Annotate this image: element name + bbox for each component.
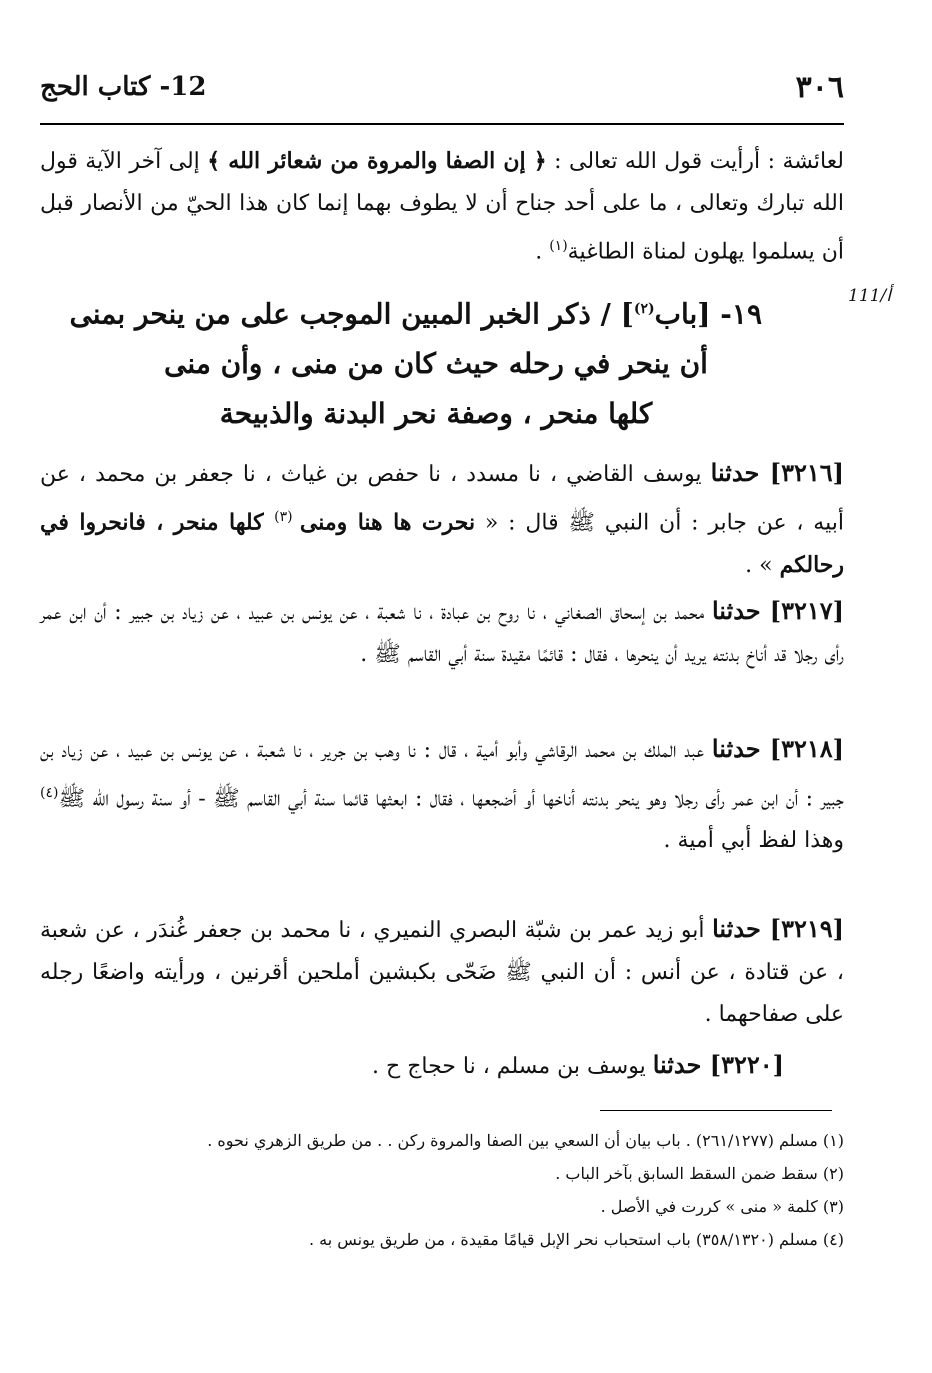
footnote-ref-3[interactable]: (٣) [274, 509, 300, 525]
hadith-matn-bold: نحرت ها هنا ومنى [299, 509, 476, 536]
chapter-number: ١٩- [باب [654, 297, 762, 331]
chapter-heading-text-1: ] / ذكر الخبر المبين الموجب على من ينحر بمنى [69, 297, 634, 331]
hadith-number: [٣٢١٨] [769, 734, 844, 763]
page-header [40, 68, 844, 108]
footnotes [40, 1124, 844, 1256]
footnote-ref-2[interactable]: (٢) [633, 301, 655, 317]
page-number: ٣٠٦ [795, 70, 844, 105]
hadith-3218 [40, 728, 844, 862]
chapter-heading [69, 284, 762, 439]
chapter-heading-line-3: كلها منحر ، وصفة نحر البدنة والذبيحة [219, 397, 653, 431]
header-divider [40, 123, 844, 125]
footnote-2: (٢) سقط ضمن السقط السابق بآخر الباب . [555, 1164, 844, 1183]
footnote-divider [600, 1110, 832, 1111]
hadith-text-end: وهذا لفظ أبي أمية . [663, 828, 844, 854]
chapter-heading-line-1 [69, 284, 762, 339]
footnote-ref-1[interactable]: (١) [549, 238, 568, 254]
hadith-lead-word: حدثنا [652, 1050, 710, 1079]
hadith-3217 [40, 590, 844, 676]
hadith-text: عبد الملك بن محمد الرقاشي وأبو أمية ، قال : نا وهب بن جرير ، نا شعبة ، عن يونس بن عبيد ، عن زياد بن جبير : أن ابن عمر رأى رجلا وهو ينحر بدنته أناخها أو أضجعها ، فقال : ابعثها قائما سنة أبي القاسم ﷺ - أو سنة رسول الله ﷺ [40, 738, 844, 812]
hadith-number: [٣٢١٦] [769, 458, 844, 487]
hadith-number: [٣٢١٧] [769, 596, 844, 625]
hadith-matn-bold-continued: كلها منحر ، فانحروا في رحالكم [40, 509, 844, 579]
hadith-text: يوسف بن مسلم ، نا حجاج ح . [372, 1054, 653, 1079]
hadith-lead-word: حدثنا [711, 734, 770, 763]
intro-text-end: . [535, 239, 550, 265]
quran-verse: ﴿ إن الصفا والمروة من شعائر الله ﴾ [207, 148, 547, 174]
hadith-3219 [40, 908, 844, 1036]
hadith-lead-word: حدثنا [710, 458, 770, 487]
hadith-lead-word: حدثنا [711, 596, 770, 625]
hadith-3216 [40, 452, 844, 587]
footnote-ref-4[interactable]: (٤) [40, 785, 59, 801]
hadith-number: [٣٢٢٠] [709, 1050, 784, 1079]
footnote-4: (٤) مسلم (٣٥٨/١٣٢٠) باب استحباب نحر الإبل قيامًا مقيدة ، من طريق يونس به . [308, 1230, 844, 1249]
intro-paragraph [40, 140, 844, 273]
hadith-3220 [40, 1044, 844, 1088]
hadith-text: أبو زيد عمر بن شبّة البصري النميري ، نا محمد بن جعفر غُندَر ، عن شعبة ، عن قتادة ، عن أنس : أن النبي ﷺ ضَحّى بكبشين أملحين أقرنين ، ورأيته واضعًا رجله على صفاحهما . [40, 918, 844, 1027]
manuscript-folio-note: 111/أ [848, 286, 891, 306]
hadith-text-end: » . [745, 553, 780, 579]
chapter-heading-line-2: أن ينحر في رحله حيث كان من منى ، وأن منى [164, 347, 708, 381]
book-title: 12- كتاب الحج [40, 72, 207, 102]
footnote-3: (٣) كلمة « منى » كررت في الأصل . [600, 1197, 844, 1216]
hadith-number: [٣٢١٩] [769, 914, 844, 943]
hadith-text: يوسف القاضي ، نا مسدد ، نا حفص بن غياث ، نا جعفر بن محمد ، عن أبيه ، عن جابر : أن النبي ﷺ قال : « [40, 462, 844, 536]
intro-text-middle: إلى آخر الآية قول الله تبارك وتعالى ، ما على أحد جناح أن لا يطوف بهما إنما كان هذا الحيّ من الأنصار قبل أن يسلموا يهلون لمناة الطاغية [40, 149, 844, 265]
hadith-text: محمد بن إسحاق الصغاني ، نا روح بن عبادة ، نا شعبة ، عن يونس بن عبيد ، عن زياد بن جبير : أن ابن عمر رأى رجلا قد أناخ بدنته يريد أن ينحرها ، فقال : قائمًا مقيدة سنة أبي القاسم ﷺ . [40, 600, 844, 667]
footnote-1: (١) مسلم (٢٦١/١٢٧٧) . باب بيان أن السعي بين الصفا والمروة ركن . . من طريق الزهري نحوه . [207, 1131, 844, 1150]
intro-text-start: لعائشة : أرأيت قول الله تعالى : [546, 149, 845, 174]
hadith-lead-word: حدثنا [712, 914, 770, 943]
